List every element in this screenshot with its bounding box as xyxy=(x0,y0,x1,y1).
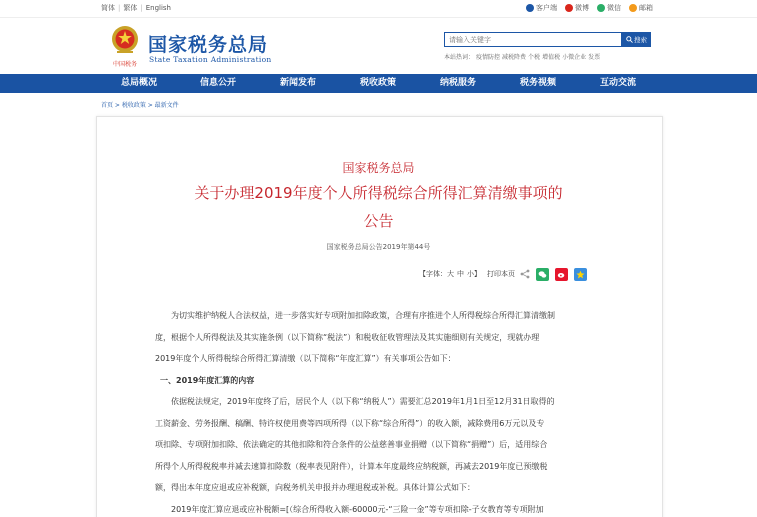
client-link[interactable] xyxy=(526,3,557,13)
tax-emblem-logo[interactable] xyxy=(107,24,143,70)
main-nav xyxy=(0,74,757,93)
hot-word-link[interactable]: 小微企业 xyxy=(562,54,587,61)
print-button[interactable]: 打印本页 xyxy=(487,270,515,278)
nav-item-tax-policy[interactable]: 税收政策 xyxy=(360,78,397,88)
mobile-icon xyxy=(526,4,534,12)
mail-link[interactable] xyxy=(629,3,653,13)
font-size-label: 【字体： xyxy=(419,270,447,278)
hot-word-link[interactable]: 个税 xyxy=(528,54,541,61)
hot-word-link[interactable]: 疫情防控 xyxy=(476,54,501,61)
hot-word-link[interactable]: 发票 xyxy=(588,54,601,61)
lang-simplified-link[interactable]: 简体 xyxy=(101,4,115,12)
weibo-link[interactable] xyxy=(565,3,589,13)
body-line: 2019年度汇算应退或应补税额=[（综合所得收入额-60000元-“三险一金”等专项扣除-子女教育等专项附加 xyxy=(171,504,544,514)
body-line: 工资薪金、劳务报酬、稿酬、特许权使用费等四项所得（以下称“综合所得”）的收入额，减除费用6万元以及专 xyxy=(155,418,545,428)
wechat-icon xyxy=(597,4,605,12)
nav-item-interaction[interactable]: 互动交流 xyxy=(600,78,637,88)
social-links xyxy=(526,3,653,13)
language-switcher xyxy=(101,3,171,13)
breadcrumb[interactable]: 首页 > 税收政策 > 最新文件 xyxy=(101,102,179,109)
nav-item-tax-video[interactable]: 税务视频 xyxy=(520,78,557,88)
weibo-label: 微博 xyxy=(575,4,589,12)
divider: | xyxy=(140,4,143,12)
site-name-english: State Taxation Administration xyxy=(149,55,272,64)
search-icon xyxy=(626,36,633,43)
body-line: 依据税法规定，2019年度终了后，居民个人（以下称“纳税人”）需要汇总2019年1月1日至12月31日取得的 xyxy=(171,397,555,406)
document-number: 国家税务总局公告2019年第44号 xyxy=(326,243,431,251)
hot-word-link[interactable]: 减税降费 xyxy=(502,54,527,61)
body-line: 为切实维护纳税人合法权益，进一步落实好专项附加扣除政策，合理有序推进个人所得税综合所得汇算清缴制 xyxy=(171,311,555,320)
search-input[interactable] xyxy=(444,32,622,47)
client-label: 客户端 xyxy=(536,4,557,12)
nav-item-overview[interactable]: 总局概况 xyxy=(121,78,158,88)
nav-item-taxpayer-service[interactable]: 纳税服务 xyxy=(440,78,477,88)
hot-words-label: 本站热词： xyxy=(444,54,475,61)
wechat-share-icon[interactable] xyxy=(536,268,549,281)
lang-traditional-link[interactable]: 繁体 xyxy=(123,4,138,12)
emblem-caption: 中国税务 xyxy=(112,61,138,68)
article-title-line1: 关于办理2019年度个人所得税综合所得汇算清缴事项的 xyxy=(194,184,563,202)
weibo-icon xyxy=(565,4,573,12)
wechat-link[interactable] xyxy=(597,3,621,13)
site-name[interactable]: 国家税务总局 xyxy=(148,34,269,56)
mail-icon xyxy=(629,4,637,12)
hot-word-link[interactable]: 增值税 xyxy=(542,54,561,61)
divider: | xyxy=(118,4,121,12)
qzone-share-icon[interactable] xyxy=(574,268,587,281)
article-org: 国家税务总局 xyxy=(342,161,415,175)
body-line: 项扣除、专项附加扣除、依法确定的其他扣除和符合条件的公益慈善事业捐赠（以下简称“捐赠”）后，适用综合 xyxy=(155,440,548,449)
article-tools xyxy=(419,266,587,282)
search-button-label: 搜索 xyxy=(634,36,647,44)
body-line: 额，得出本年度应退或应补税额，向税务机关申报并办理退税或补税。具体计算公式如下： xyxy=(155,483,475,492)
wechat-label: 微信 xyxy=(607,4,621,12)
search-button[interactable] xyxy=(622,32,651,47)
hot-words xyxy=(444,52,602,61)
weibo-share-icon[interactable] xyxy=(555,268,568,281)
mail-label: 邮箱 xyxy=(639,4,653,12)
section-heading: 一、2019年度汇算的内容 xyxy=(160,375,255,385)
font-medium-button[interactable]: 中 xyxy=(457,270,464,278)
nav-item-news[interactable]: 新闻发布 xyxy=(280,78,317,88)
share-icon[interactable] xyxy=(520,269,530,279)
nav-item-info-disclosure[interactable]: 信息公开 xyxy=(200,78,237,88)
article-body xyxy=(155,305,611,517)
font-small-button[interactable]: 小】 xyxy=(467,270,481,278)
body-line: 2019年度个人所得税综合所得汇算清缴（以下简称“年度汇算”）有关事项公告如下： xyxy=(155,354,456,363)
top-utility-bar xyxy=(0,0,757,18)
article-title-line2: 公告 xyxy=(363,212,394,230)
body-line: 度，根据个人所得税法及其实施条例（以下简称“税法”）和税收征收管理法及其实施细则有关规定，现就办理 xyxy=(155,332,540,342)
font-large-button[interactable]: 大 xyxy=(447,270,454,278)
site-header xyxy=(0,18,757,74)
lang-english-link[interactable]: English xyxy=(145,4,171,12)
body-line: 所得个人所得税税率并减去速算扣除数（税率表见附件），计算本年度最终应纳税额，再减去2019年度已预缴税 xyxy=(155,461,548,471)
